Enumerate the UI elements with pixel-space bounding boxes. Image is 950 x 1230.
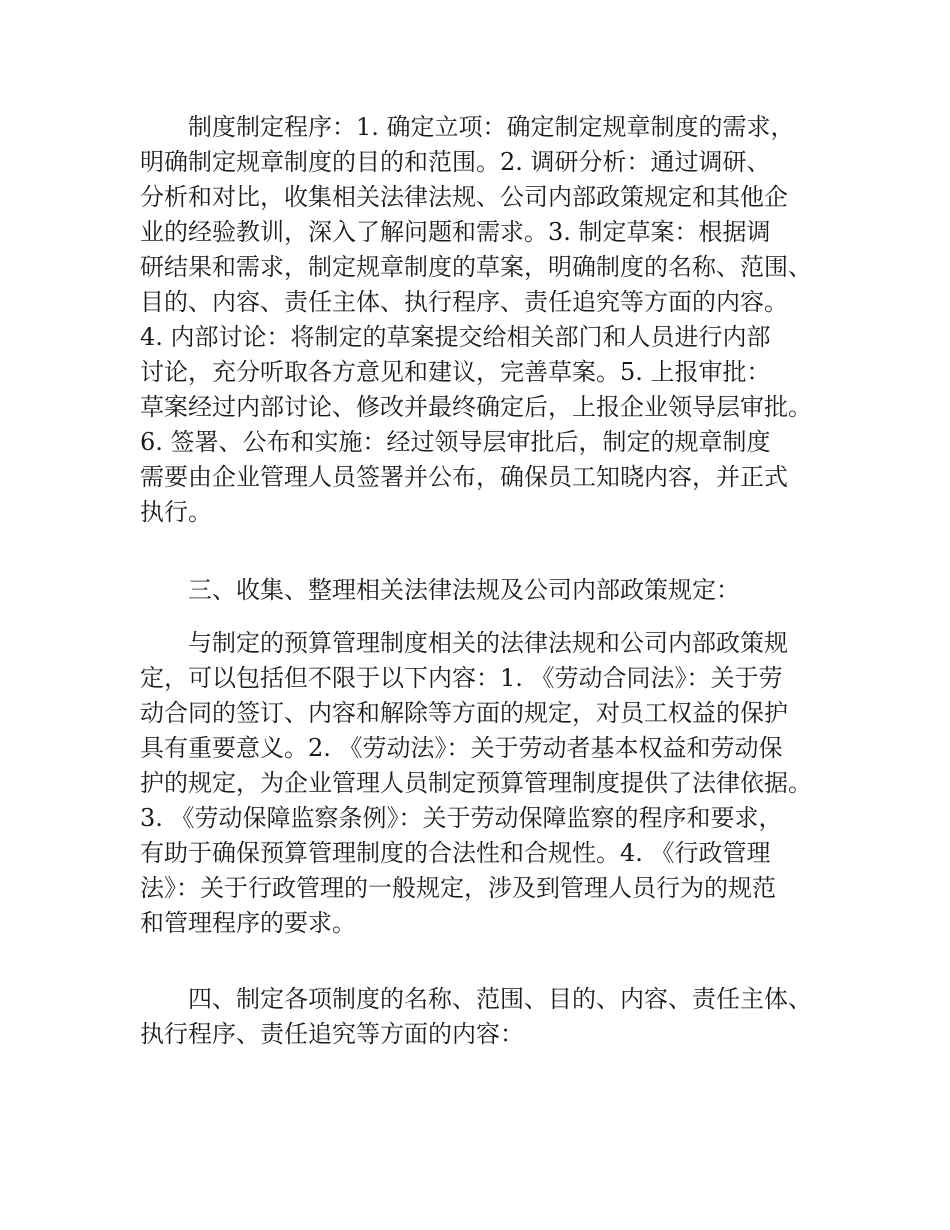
section-heading-three bbox=[140, 573, 740, 608]
text-line: 法》：关于行政管理的一般规定，涉及到管理人员行为的规范 bbox=[140, 874, 776, 902]
paragraph-laws bbox=[140, 626, 812, 941]
text-line: 护的规定，为企业管理人员制定预算管理制度提供了法律依据。 bbox=[140, 769, 812, 797]
heading-line: 执行程序、责任追究等方面的内容： bbox=[140, 1020, 524, 1048]
text-line: 和管理程序的要求。 bbox=[140, 909, 356, 937]
paragraph-procedure bbox=[140, 110, 812, 530]
text-line: 目的、内容、责任主体、执行程序、责任追究等方面的内容。 bbox=[140, 288, 788, 316]
text-line: 需要由企业管理人员签署并公布，确保员工知晓内容，并正式 bbox=[140, 463, 788, 491]
text-line: 6. 签署、公布和实施：经过领导层审批后，制定的规章制度 bbox=[140, 428, 771, 456]
text-line: 具有重要意义。2. 《劳动法》：关于劳动者基本权益和劳动保 bbox=[140, 734, 783, 762]
text-line: 分析和对比，收集相关法律法规、公司内部政策规定和其他企 bbox=[140, 183, 788, 211]
section-heading-four bbox=[140, 982, 812, 1052]
text-line: 3. 《劳动保障监察条例》：关于劳动保障监察的程序和要求， bbox=[140, 804, 783, 832]
text-line: 明确制定规章制度的目的和范围。2. 调研分析：通过调研、 bbox=[140, 148, 771, 176]
text-line: 4. 内部讨论：将制定的草案提交给相关部门和人员进行内部 bbox=[140, 323, 771, 351]
text-line: 与制定的预算管理制度相关的法律法规和公司内部政策规 bbox=[188, 629, 788, 657]
heading-line: 四、制定各项制度的名称、范围、目的、内容、责任主体、 bbox=[188, 985, 812, 1013]
text-line: 动合同的签订、内容和解除等方面的规定，对员工权益的保护 bbox=[140, 699, 788, 727]
text-line: 业的经验教训，深入了解问题和需求。3. 制定草案：根据调 bbox=[140, 218, 771, 246]
text-line: 草案经过内部讨论、修改并最终确定后，上报企业领导层审批。 bbox=[140, 393, 812, 421]
text-line: 定，可以包括但不限于以下内容：1. 《劳动合同法》：关于劳 bbox=[140, 664, 783, 692]
heading-line: 三、收集、整理相关法律法规及公司内部政策规定： bbox=[188, 576, 740, 604]
text-line: 讨论，充分听取各方意见和建议，完善草案。5. 上报审批： bbox=[140, 358, 771, 386]
text-line: 制度制定程序：1. 确定立项：确定制定规章制度的需求， bbox=[188, 113, 795, 141]
text-line: 执行。 bbox=[140, 498, 212, 526]
text-line: 研结果和需求，制定规章制度的草案，明确制度的名称、范围、 bbox=[140, 253, 812, 281]
text-line: 有助于确保预算管理制度的合法性和合规性。4. 《行政管理 bbox=[140, 839, 771, 867]
